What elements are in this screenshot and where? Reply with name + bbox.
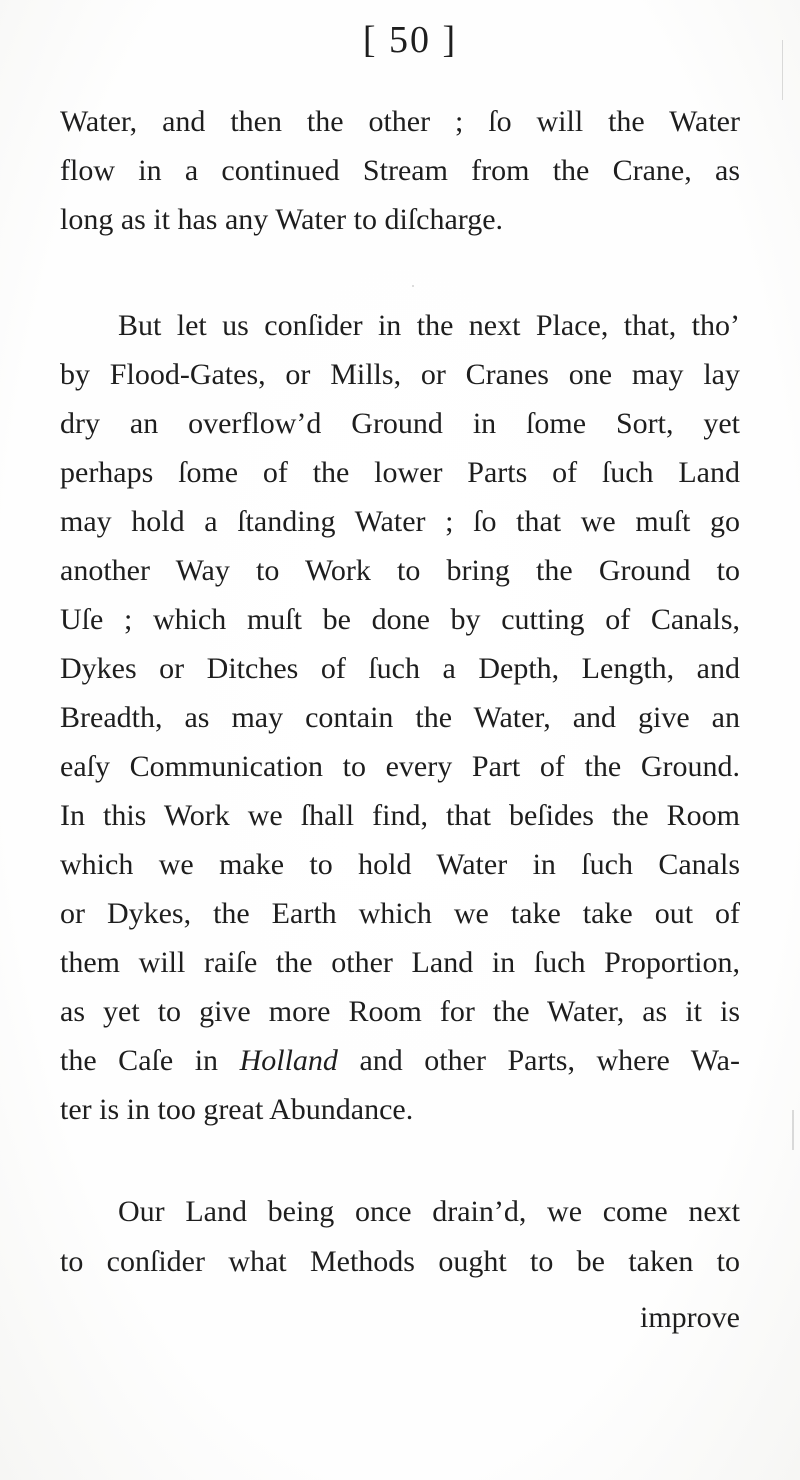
text-line: eaſy Communication to every Part of the Ground. bbox=[60, 750, 740, 783]
text-line: Uſe ; which muſt be done by cutting of Canals, bbox=[60, 603, 740, 636]
paper-mark bbox=[792, 1110, 794, 1150]
text-line: long as it has any Water to diſcharge. bbox=[60, 203, 504, 236]
text-line: Water, and then the other ; ſo will the Water bbox=[60, 105, 740, 138]
text-line: Dykes or Ditches of ſuch a Depth, Length, and bbox=[60, 652, 740, 685]
text-line: another Way to Work to bring the Ground to bbox=[60, 554, 740, 587]
paper-mark bbox=[782, 40, 783, 100]
text-line: or Dykes, the Earth which we take take out of bbox=[60, 897, 740, 930]
text-line: But let us conſider in the next Place, that, tho’ bbox=[118, 309, 740, 342]
text-line: Breadth, as may contain the Water, and give an bbox=[60, 701, 740, 734]
text-line: which we make to hold Water in ſuch Canals bbox=[60, 848, 740, 881]
text-line: ter is in too great Abundance. bbox=[60, 1093, 414, 1126]
catchword: improve bbox=[640, 1301, 740, 1334]
text-line: to conſider what Methods ought to be taken to bbox=[60, 1245, 740, 1278]
paper-mark bbox=[412, 285, 414, 287]
text-line: the Caſe in Holland and other Parts, where Wa- bbox=[60, 1044, 740, 1077]
text-line: them will raiſe the other Land in ſuch Proportion, bbox=[60, 946, 740, 979]
text-line: In this Work we ſhall find, that beſides the Room bbox=[60, 799, 740, 832]
text-line: dry an overflow’d Ground in ſome Sort, yet bbox=[60, 407, 740, 440]
text-line: may hold a ſtanding Water ; ſo that we muſt go bbox=[60, 505, 740, 538]
text-line: as yet to give more Room for the Water, as it is bbox=[60, 995, 740, 1028]
text-line: flow in a continued Stream from the Crane, as bbox=[60, 154, 740, 187]
place-name: Holland bbox=[239, 1044, 338, 1077]
text-line: perhaps ſome of the lower Parts of ſuch Land bbox=[60, 456, 740, 489]
page-number: [ 50 ] bbox=[362, 19, 458, 61]
text-line: Our Land being once drain’d, we come next bbox=[118, 1195, 740, 1228]
text-line: by Flood-Gates, or Mills, or Cranes one may lay bbox=[60, 358, 740, 391]
